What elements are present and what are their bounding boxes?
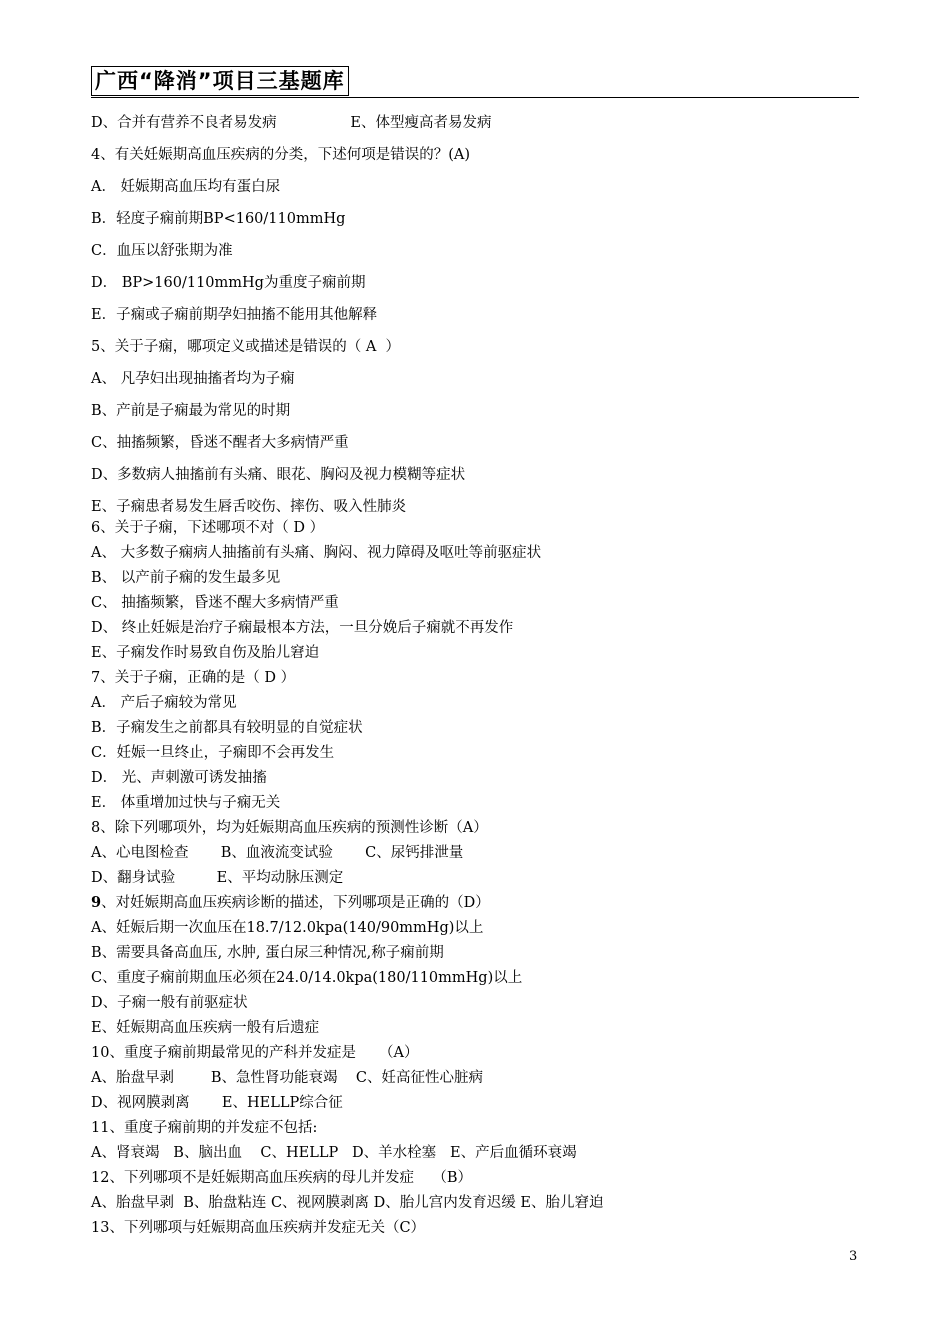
text-line — [91, 693, 237, 713]
text-line — [91, 177, 280, 197]
line-text: E、子痫患者易发生唇舌咬伤、摔伤、吸入性肺炎 — [91, 499, 407, 515]
text-line — [91, 818, 488, 838]
text-line — [91, 145, 470, 165]
text-line — [91, 241, 233, 261]
text-line — [91, 843, 463, 863]
text-line — [91, 1118, 317, 1138]
text-line — [91, 401, 290, 421]
text-line — [91, 337, 400, 357]
text-line — [91, 643, 319, 663]
text-line — [91, 369, 295, 389]
text-line — [91, 868, 343, 888]
line-text: E．子痫或子痫前期孕妇抽搐不能用其他解释 — [91, 307, 378, 323]
text-line — [91, 465, 465, 485]
text-line — [91, 543, 541, 563]
text-line — [91, 668, 295, 688]
line-text: D、视网膜剥离 E、HELLP综合征 — [91, 1095, 343, 1111]
line-text: 10、重度子痫前期最常见的产科并发症是 （A） — [91, 1045, 419, 1061]
text-line — [91, 273, 365, 293]
line-text: D． BP>160/110mmHg为重度子痫前期 — [91, 275, 366, 291]
text-line — [91, 968, 522, 988]
line-text: A、胎盘早剥 B、胎盘粘连 C、视网膜剥离 D、胎儿宫内发育迟缓 E、胎儿窘迫 — [91, 1195, 604, 1211]
text-line — [91, 1093, 343, 1113]
text-line — [91, 1143, 577, 1163]
line-text: B、产前是子痫最为常见的时期 — [91, 403, 291, 419]
line-text: E． 体重增加过快与子痫无关 — [91, 795, 281, 811]
text-line — [91, 1218, 425, 1238]
text-line — [91, 1193, 603, 1213]
text-line — [91, 518, 324, 538]
text-line — [91, 209, 345, 229]
line-text: D、翻身试验 E、平均动脉压测定 — [91, 870, 344, 886]
header-title: 广西“降消”项目三基题库 — [91, 66, 349, 96]
line-text: 5、关于子痫，哪项定义或描述是错误的（ A ） — [91, 339, 401, 355]
line-text: B．子痫发生之前都具有较明显的自觉症状 — [91, 720, 363, 736]
line-text: A、心电图检查 B、血液流变试验 C、尿钙排泄量 — [91, 845, 464, 861]
line-text: D、合并有营养不良者易发病 E、体型瘦高者易发病 — [91, 115, 492, 131]
line-text: B、 以产前子痫的发生最多见 — [91, 570, 281, 586]
text-line — [91, 943, 444, 963]
line-text: C．血压以舒张期为准 — [91, 243, 233, 259]
line-text: 6、关于子痫，下述哪项不对（ D ） — [91, 520, 325, 536]
text-line — [91, 718, 363, 738]
line-text: 13、下列哪项与妊娠期高血压疾病并发症无关（C） — [91, 1220, 426, 1236]
text-line — [91, 433, 349, 453]
text-line — [91, 1168, 472, 1188]
text-line — [91, 893, 490, 913]
page-number: 3 — [849, 1249, 858, 1264]
text-line — [91, 993, 248, 1013]
line-text: 12、下列哪项不是妊娠期高血压疾病的母儿并发症 （B） — [91, 1170, 473, 1186]
text-line — [91, 768, 267, 788]
text-line — [91, 305, 377, 325]
text-line — [91, 743, 334, 763]
line-text: C、重度子痫前期血压必须在24.0/14.0kpa(180/110mmHg)以上 — [91, 970, 523, 986]
text-line — [91, 1068, 483, 1088]
text-line — [91, 793, 280, 813]
line-text: D、多数病人抽搐前有头痛、眼花、胸闷及视力模糊等症状 — [91, 467, 466, 483]
line-text: A、 大多数子痫病人抽搐前有头痛、胸闷、视力障碍及呕吐等前驱症状 — [91, 545, 542, 561]
text-line — [91, 1018, 319, 1038]
line-text: A、妊娠后期一次血压在18.7/12.0kpa(140/90mmHg)以上 — [91, 920, 484, 936]
line-text: E、子痫发作时易致自伤及胎儿窘迫 — [91, 645, 320, 661]
line-text: B．轻度子痫前期BP<160/110mmHg — [91, 211, 346, 227]
line-text: A． 产后子痫较为常见 — [91, 695, 237, 711]
page-header — [91, 66, 859, 98]
line-text: D． 光、声刺激可诱发抽搐 — [91, 770, 267, 786]
line-text: 11、重度子痫前期的并发症不包括: — [91, 1120, 318, 1136]
question-number: 9 — [91, 894, 102, 911]
line-text: D、子痫一般有前驱症状 — [91, 995, 248, 1011]
line-text: E、妊娠期高血压疾病一般有后遗症 — [91, 1020, 320, 1036]
line-text: B、需要具备高血压, 水肿, 蛋白尿三种情况,称子痫前期 — [91, 945, 444, 961]
line-text: 4、有关妊娠期高血压疾病的分类，下述何项是错误的？(A) — [91, 147, 471, 163]
line-text: 7、关于子痫，正确的是（ D ） — [91, 670, 296, 686]
line-text: A、肾衰竭 B、脑出血 C、HELLP D、羊水栓塞 E、产后血循环衰竭 — [91, 1145, 577, 1161]
line-text: D、 终止妊娠是治疗子痫最根本方法，一旦分娩后子痫就不再发作 — [91, 620, 514, 636]
text-line — [91, 568, 280, 588]
line-text: C、 抽搐频繁，昏迷不醒大多病情严重 — [91, 595, 339, 611]
text-line — [91, 918, 483, 938]
text-line — [91, 593, 339, 613]
text-line — [91, 497, 406, 517]
line-text: 、对妊娠期高血压疾病诊断的描述，下列哪项是正确的（D） — [101, 895, 490, 911]
line-text: A、 凡孕妇出现抽搐者均为子痫 — [91, 371, 295, 387]
text-line — [91, 618, 513, 638]
text-line — [91, 1043, 418, 1063]
text-line — [91, 113, 491, 133]
line-text: A、胎盘早剥 B、急性肾功能衰竭 C、妊高征性心脏病 — [91, 1070, 484, 1086]
line-text: A． 妊娠期高血压均有蛋白尿 — [91, 179, 281, 195]
line-text: 8、除下列哪项外，均为妊娠期高血压疾病的预测性诊断（A） — [91, 820, 488, 836]
line-text: C、抽搐频繁，昏迷不醒者大多病情严重 — [91, 435, 349, 451]
line-text: C．妊娠一旦终止，子痫即不会再发生 — [91, 745, 335, 761]
